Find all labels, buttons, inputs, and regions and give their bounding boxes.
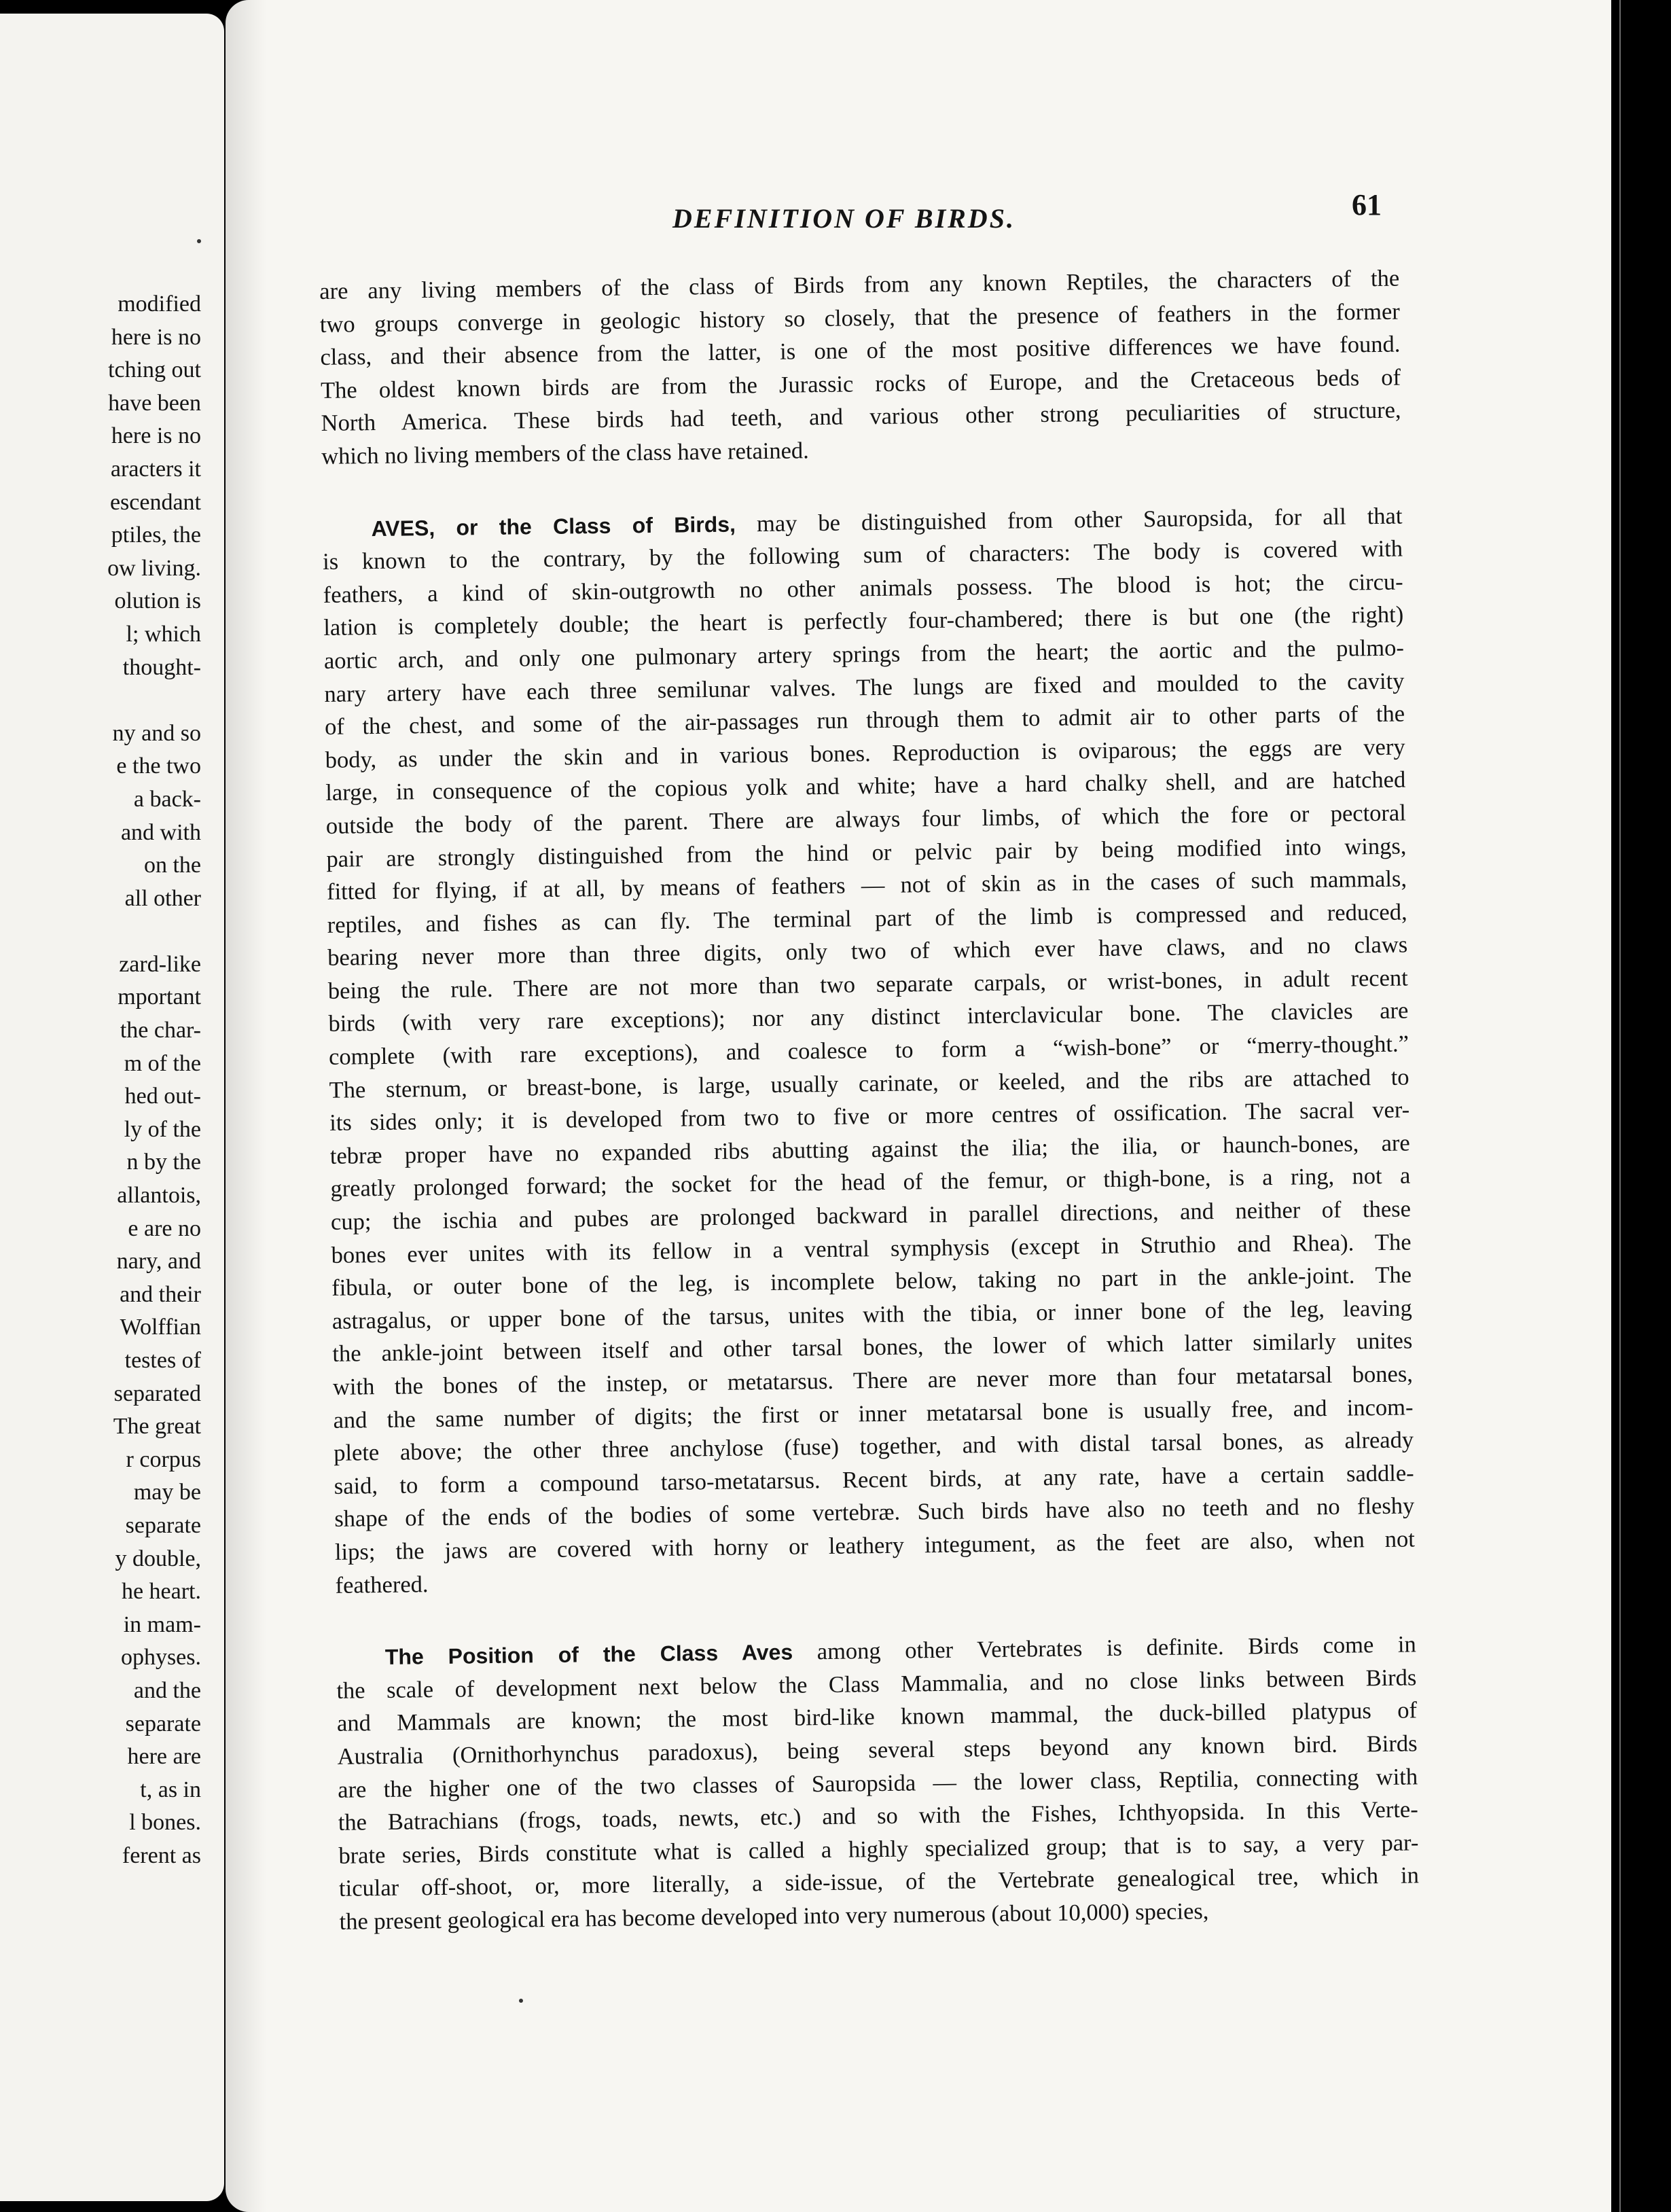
text-line: The sternum, or breast-bone, is large, usually carinate, or keeled, and the ribs are attached to (329, 1064, 1409, 1103)
facing-page-line: separate (125, 1512, 201, 1538)
facing-page-line: here are (127, 1744, 201, 1770)
facing-page-line: r corpus (126, 1446, 201, 1472)
facing-page-line: zard-like (119, 951, 201, 977)
facing-page-line: aracters it (110, 456, 201, 482)
facing-page-line: ferent as (122, 1842, 201, 1868)
facing-page-line: olution is (114, 588, 201, 614)
facing-page-line: he heart. (121, 1579, 201, 1605)
text-line: lips; the jaws are covered with horny or leathery integument, as the feet are also, when not (334, 1526, 1416, 1565)
text-line: is known to the contrary, by the following sum of characters: The body is covered with (322, 535, 1403, 575)
text-line: brate series, Birds constitute what is called a highly specialized group; that is to say, a very par- (338, 1830, 1419, 1869)
paragraph-continuation (319, 262, 1401, 474)
facing-page-line: the char- (120, 1018, 201, 1043)
text-line: bones ever unites with its fellow in a ventral symphysis (except in Struthio and Rhea). The (331, 1229, 1412, 1268)
text-line: Australia (Ornithorhynchus paradoxus), being several steps beyond any known bird. Birds (337, 1730, 1418, 1770)
facing-page-line: m of the (124, 1050, 201, 1076)
facing-page-line: testes of (124, 1348, 201, 1373)
text-line: cup; the ischia and pubes are prolonged backward in parallel directions, and neither of these (330, 1196, 1412, 1235)
text-line: tebræ proper have no expanded ribs abutting against the ilia; the ilia, or haunch-bones, are (329, 1130, 1410, 1169)
paragraph-lead: AVES, or the Class of Birds, (371, 512, 736, 541)
text-line: nary artery have each three semilunar valves. The lungs are fixed and moulded to the cavity (324, 668, 1405, 707)
text-line: bearing never more than three digits, only two of which ever have claws, and no claws (327, 931, 1408, 971)
facing-page-line: e the two (116, 753, 201, 779)
text-line: shape of the ends of the bodies of some vertebræ. Such birds have also no teeth and no fleshy (334, 1493, 1415, 1533)
text-line: being the rule. There are not more than two separate carpals, or wrist-bones, in adult recent (327, 965, 1408, 1004)
facing-page-line: have been (108, 390, 201, 416)
facing-page-line: ny and so (112, 720, 201, 746)
text-line: plete above; the other three anchylose (fuse) together, and with distal tarsal bones, as already (333, 1427, 1414, 1467)
text-line: body, as under the skin and in various bones. Reproduction is oviparous; the eggs are very (325, 734, 1405, 773)
facing-page-line: tching out (108, 357, 201, 383)
facing-page-line: in mam- (123, 1611, 201, 1637)
text-line: astragalus, or upper bone of the tarsus, unites with the tibia, or inner bone of the leg, leaving (331, 1295, 1412, 1334)
text-line: The oldest known birds are from the Jurassic rocks of Europe, and the Cretaceous beds of (320, 364, 1401, 404)
page-number: 61 (1352, 188, 1382, 221)
facing-page-line: l bones. (129, 1810, 201, 1836)
facing-page-line: on the (143, 853, 201, 878)
facing-page-line: t, as in (140, 1777, 201, 1802)
paragraph-aves-definition (322, 499, 1415, 1602)
facing-page-line: all other (124, 885, 201, 911)
text-line: fitted for flying, if at all, by means of feathers — not of skin as in the cases of such mammals, (326, 866, 1407, 906)
facing-page-line (0, 684, 201, 717)
facing-page-line: thought- (122, 654, 201, 680)
facing-page-line (0, 915, 201, 948)
paragraph-position-of-aves (336, 1628, 1420, 1939)
facing-page-line: mportant (118, 984, 201, 1010)
text-line: two groups converge in geologic history so closely, that the presence of feathers in the former (319, 298, 1401, 338)
facing-page-line: and their (120, 1281, 201, 1307)
facing-page-line: and with (120, 819, 201, 845)
text-line: the scale of development next below the Class Mammalia, and no close links between Birds (336, 1664, 1417, 1704)
text-line: feathers, a kind of skin-outgrowth no other animals possess. The blood is hot; the circu- (323, 569, 1403, 608)
text-line: are the higher one of the two classes of Sauropsida — the lower class, Reptilia, connecting with (338, 1763, 1418, 1803)
text-line: North America. These birds had teeth, and various other strong peculiarities of structure, (321, 397, 1401, 437)
text-line: greatly prolonged forward; the socket for the head of the femur, or thigh-bone, is a ring, not a (330, 1162, 1411, 1202)
text-line: The Position of the Class Aves among other Vertebrates is definite. Birds come in (384, 1631, 1416, 1670)
text-line: pair are strongly distinguished from the hind or pelvic pair by being modified into wings, (326, 833, 1407, 872)
facing-page-line: ophyses. (120, 1645, 201, 1671)
facing-page-line: l; which (126, 621, 201, 647)
facing-page-line: ow living. (107, 555, 201, 581)
body-text (319, 262, 1420, 1939)
text-line: which no living members of the class have retained. (321, 438, 810, 469)
running-head: DEFINITION OF BIRDS. (672, 203, 1016, 234)
facing-page-line: hed out- (124, 1084, 201, 1109)
ink-speck (519, 1999, 523, 2003)
page-edge (1611, 0, 1671, 2212)
facing-page-line: a back- (133, 786, 201, 812)
text-line: AVES, or the Class of Birds, may be distinguished from other Sauropsida, for all that (371, 503, 1403, 541)
facing-page-line: modified (118, 291, 201, 317)
text-line: large, in consequence of the copious yolk and white; have a hard chalky shell, and are hatched (325, 766, 1406, 806)
facing-page-line: The great (113, 1414, 201, 1440)
facing-page-line: and the (133, 1677, 201, 1703)
facing-page-line: e are no (128, 1215, 201, 1241)
text-line: the present geological era has become developed into very numerous (about 10,000) species, (339, 1898, 1209, 1935)
text-line: class, and their absence from the latter, is one of the most positive differences we have found. (320, 331, 1401, 371)
text-line: reptiles, and fishes as can fly. The terminal part of the limb is compressed and reduced, (327, 899, 1407, 938)
text-line: feathered. (335, 1571, 429, 1599)
facing-page-line: here is no (111, 324, 201, 350)
facing-page-line: escendant (109, 489, 201, 515)
text-line: fibula, or outer bone of the leg, is incomplete below, taking no part in the ankle-joint. The (331, 1262, 1412, 1302)
text-line: of the chest, and some of the air-passages run through them to admit air to other parts of the (324, 700, 1405, 741)
facing-page-line: nary, and (116, 1249, 201, 1274)
text-line: complete (with rare exceptions), and coalesce to form a “wish-bone” or “merry-thought.” (328, 1031, 1409, 1070)
text-line: said, to form a compound tarso-metatarsus. Recent birds, at any rate, have a certain saddle- (334, 1460, 1414, 1499)
facing-page-text (0, 288, 201, 1873)
text-line: birds (with very rare exceptions); nor any distinct interclavicular bone. The clavicles are (328, 997, 1409, 1037)
facing-page-line: separated (113, 1380, 201, 1406)
text-line: are any living members of the class of Birds from any known Reptiles, the characters of the (319, 265, 1400, 304)
text-line: lation is completely double; the heart is perfectly four-chambered; there is but one (the right) (323, 601, 1404, 641)
text-line: aortic arch, and only one pulmonary artery springs from the heart; the aortic and the pulmo- (323, 635, 1405, 674)
text-line: with the bones of the instep, or metatarsus. There are never more than four metatarsal bones, (332, 1361, 1414, 1400)
text-line: outside the body of the parent. There are always four limbs, of which the fore or pectoral (325, 800, 1407, 839)
text-line: ticular off-shoot, or, more literally, a side-issue, of the Vertebrate genealogical tree, which in (338, 1862, 1420, 1902)
text-line: the ankle-joint between itself and other tarsal bones, the lower of which latter similarly unites (332, 1327, 1413, 1368)
facing-page-line: here is no (111, 423, 201, 449)
ink-speck (197, 239, 201, 243)
facing-page-line: y double, (115, 1546, 201, 1571)
facing-page-left (0, 14, 224, 2201)
facing-page-line: ptiles, the (111, 522, 201, 548)
facing-page-line: ly of the (124, 1116, 201, 1142)
facing-page-line: separate (125, 1711, 201, 1736)
facing-page-line: Wolffian (120, 1315, 201, 1340)
paragraph-lead: The Position of the Class Aves (384, 1639, 793, 1670)
facing-page-line: allantois, (117, 1183, 201, 1209)
text-line: and the same number of digits; the first or inner metatarsal bone is usually free, and incom- (333, 1394, 1414, 1433)
facing-page-line: may be (133, 1480, 201, 1505)
text-line: the Batrachians (frogs, toads, newts, etc.) and so with the Fishes, Ichthyopsida. In this Verte- (338, 1796, 1418, 1836)
text-line: its sides only; it is developed from two to five or more centres of ossification. The sacral ver- (329, 1096, 1410, 1137)
facing-page-line: n by the (126, 1149, 201, 1175)
text-line: and Mammals are known; the most bird-like known mammal, the duck-billed platypus of (336, 1697, 1418, 1737)
